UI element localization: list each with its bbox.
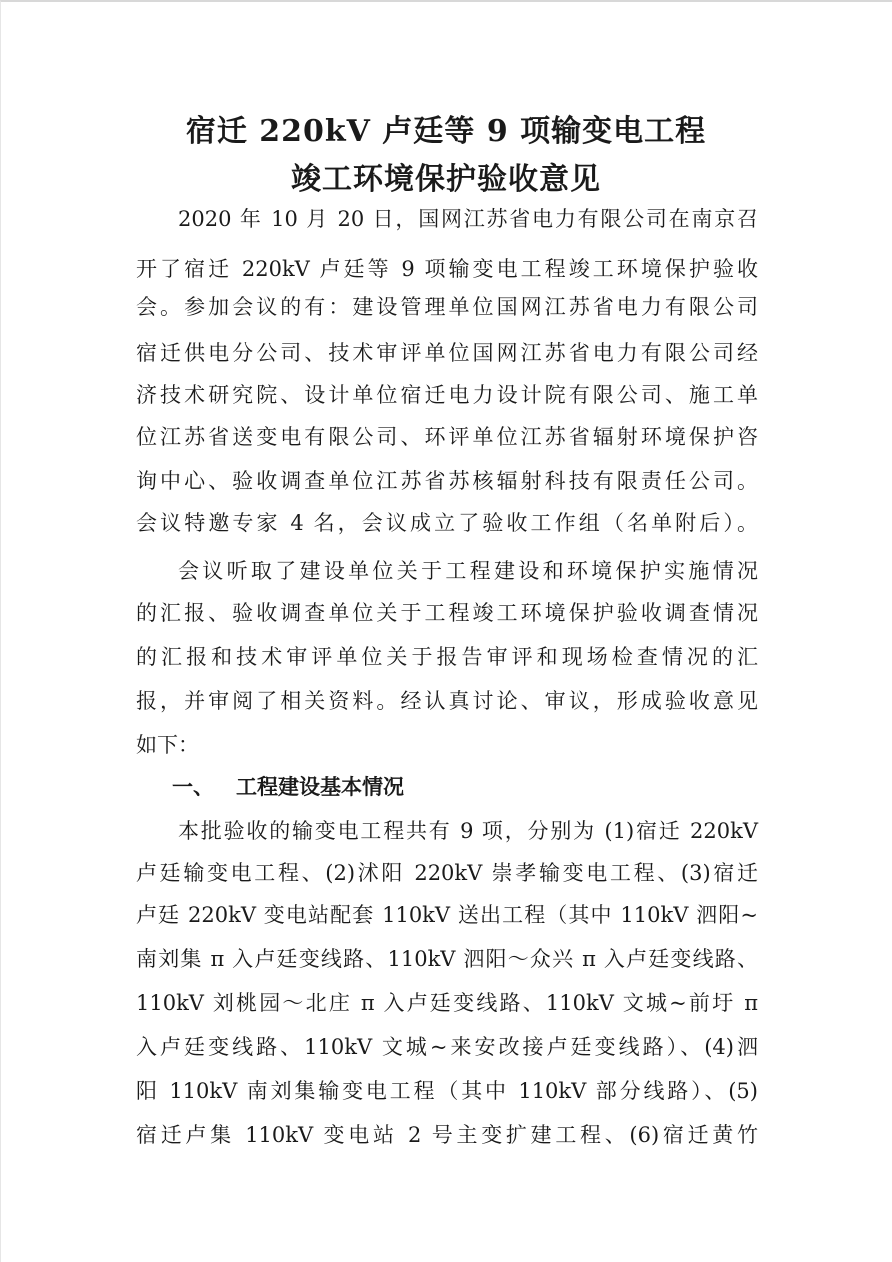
paragraph-3-line: 入卢廷变线路、110kV 文城~来安改接卢廷变线路）、(4)泗 xyxy=(136,1035,758,1059)
title-line-1: 宿迁 220kV 卢廷等 9 项输变电工程 xyxy=(185,114,707,149)
section-title: 工程建设基本情况 xyxy=(236,775,404,799)
paragraph-3-line: 宿迁卢集 110kV 变电站 2 号主变扩建工程、(6)宿迁黄竹 xyxy=(136,1123,758,1147)
paragraph-1-line: 宿迁供电分公司、技术审评单位国网江苏省电力有限公司经 xyxy=(136,341,758,365)
paragraph-1-line: 会。参加会议的有：建设管理单位国网江苏省电力有限公司 xyxy=(136,295,758,319)
paragraph-1-line: 2020 年 10 月 20 日，国网江苏省电力有限公司在南京召 xyxy=(178,207,758,231)
paragraph-2-line: 会议听取了建设单位关于工程建设和环境保护实施情况 xyxy=(178,559,758,583)
paragraph-1-line: 询中心、验收调查单位江苏省苏核辐射科技有限责任公司。 xyxy=(136,469,758,493)
paragraph-3-line: 本批验收的输变电工程共有 9 项，分别为 (1)宿迁 220kV xyxy=(178,819,758,843)
paragraph-2-line: 的汇报、验收调查单位关于工程竣工环境保护验收调查情况 xyxy=(136,601,758,625)
paragraph-1-line: 会议特邀专家 4 名，会议成立了验收工作组（名单附后）。 xyxy=(136,511,758,535)
document-title xyxy=(0,108,892,204)
paragraph-2-line: 如下： xyxy=(136,733,199,757)
paragraph-1-line: 开了宿迁 220kV 卢廷等 9 项输变电工程竣工环境保护验收 xyxy=(136,257,758,281)
section-heading xyxy=(172,772,404,802)
paragraph-1-line: 济技术研究院、设计单位宿迁电力设计院有限公司、施工单 xyxy=(136,383,758,407)
section-number: 一、 xyxy=(172,775,214,799)
paragraph-3-line: 南刘集 π 入卢廷变线路、110kV 泗阳～众兴 π 入卢廷变线路、 xyxy=(136,947,758,971)
paragraph-3-line: 阳 110kV 南刘集输变电工程（其中 110kV 部分线路）、(5) xyxy=(136,1079,758,1103)
paragraph-3-line: 卢廷 220kV 变电站配套 110kV 送出工程（其中 110kV 泗阳~ xyxy=(136,903,758,927)
title-line-2: 竣工环境保护验收意见 xyxy=(291,162,601,197)
paragraph-3-line: 110kV 刘桃园～北庄 π 入卢廷变线路、110kV 文城~前圩 π xyxy=(136,991,758,1015)
paragraph-3-line: 卢廷输变电工程、(2)沭阳 220kV 崇孝输变电工程、(3)宿迁 xyxy=(136,861,758,885)
paragraph-2-line: 的汇报和技术审评单位关于报告审评和现场检查情况的汇 xyxy=(136,645,758,669)
paragraph-2-line: 报，并审阅了相关资料。经认真讨论、审议，形成验收意见 xyxy=(136,689,758,713)
paragraph-1-line: 位江苏省送变电有限公司、环评单位江苏省辐射环境保护咨 xyxy=(136,425,758,449)
